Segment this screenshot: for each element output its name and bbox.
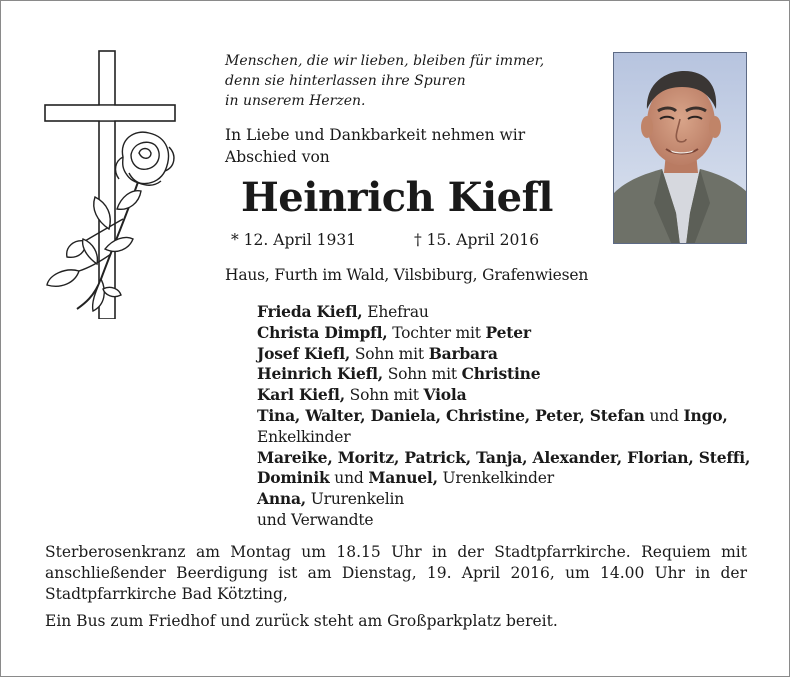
- list-item: [257, 468, 757, 489]
- poem-line: denn sie hinterlassen ihre Spuren: [225, 73, 466, 89]
- places-line: Haus, Furth im Wald, Vilsbiburg, Grafenwiesen: [225, 266, 589, 284]
- list-item: [257, 323, 757, 344]
- life-dates: [231, 229, 561, 253]
- poem-line: in unserem Herzen.: [225, 93, 366, 109]
- deceased-name: Heinrich Kiefl: [241, 174, 553, 221]
- cross-with-rose-icon: [39, 49, 184, 319]
- list-item: [257, 489, 757, 510]
- mourner-name: Heinrich Kiefl,: [257, 364, 383, 384]
- mourner-partner: Peter: [485, 322, 531, 342]
- mourner-partner: Christine: [461, 364, 541, 384]
- list-item: [257, 448, 757, 469]
- mourner-relation: Ururenkelin: [306, 490, 405, 509]
- service-line: Sterberosenkranz am Montag um 18.15 Uhr in der Stadtpfarrkirche. Requiem mit: [45, 543, 747, 561]
- mourners-list: [257, 302, 757, 531]
- mourner-name: Dominik: [257, 468, 330, 488]
- mourner-relation: Sohn mit: [350, 344, 429, 363]
- mourner-partner: Barbara: [428, 343, 498, 363]
- mourner-connector: und: [329, 469, 369, 488]
- mourner-name: Manuel,: [368, 468, 438, 488]
- mourner-relation: Ehefrau: [362, 303, 429, 321]
- list-item: [257, 364, 757, 385]
- list-item: [257, 406, 757, 427]
- mourner-name: Tina, Walter, Daniela, Christine, Peter, Stefan: [257, 405, 645, 425]
- mourner-relation: Sohn mit: [344, 386, 424, 405]
- cross-icon: [39, 49, 184, 319]
- mourner-relation: Tochter mit: [387, 323, 486, 342]
- mourner-name: Frieda Kiefl,: [257, 302, 363, 321]
- mourner-name: Karl Kiefl,: [257, 385, 345, 405]
- portrait-photo: [613, 52, 747, 244]
- list-item: [257, 344, 757, 365]
- mourner-connector: und: [644, 406, 684, 425]
- list-item: [257, 385, 757, 406]
- mourner-relation: Sohn mit: [383, 365, 462, 384]
- service-line: Stadtpfarrkirche Bad Kötzting,: [45, 585, 288, 603]
- mourner-name: Ingo,: [683, 405, 728, 425]
- memorial-poem: [225, 51, 595, 111]
- mourner-name: Josef Kiefl,: [257, 343, 351, 363]
- service-line: anschließender Beerdigung ist am Dienstag, 19. April 2016, um 14.00 Uhr in der: [45, 564, 747, 582]
- mourner-name: Anna,: [257, 489, 307, 509]
- bus-note: Ein Bus zum Friedhof und zurück steht am Großparkplatz bereit.: [45, 612, 558, 630]
- farewell-intro: [225, 124, 605, 168]
- list-item: [257, 302, 757, 323]
- mourner-name: Christa Dimpfl,: [257, 322, 388, 342]
- service-details: [45, 542, 747, 605]
- intro-line: In Liebe und Dankbarkeit nehmen wir: [225, 126, 526, 144]
- list-item: Enkelkinder: [257, 427, 351, 446]
- death-date: † 15. April 2016: [414, 231, 540, 249]
- mourner-relation: Urenkelkinder: [437, 469, 554, 488]
- mourner-name: Mareike, Moritz, Patrick, Tanja, Alexander, Florian, Steffi,: [257, 447, 751, 467]
- portrait-icon: [614, 53, 747, 244]
- intro-line: Abschied von: [225, 148, 330, 166]
- list-item: und Verwandte: [257, 510, 374, 529]
- poem-line: Menschen, die wir lieben, bleiben für immer,: [225, 53, 545, 69]
- mourner-partner: Viola: [423, 385, 467, 405]
- birth-date: * 12. April 1931: [231, 231, 357, 249]
